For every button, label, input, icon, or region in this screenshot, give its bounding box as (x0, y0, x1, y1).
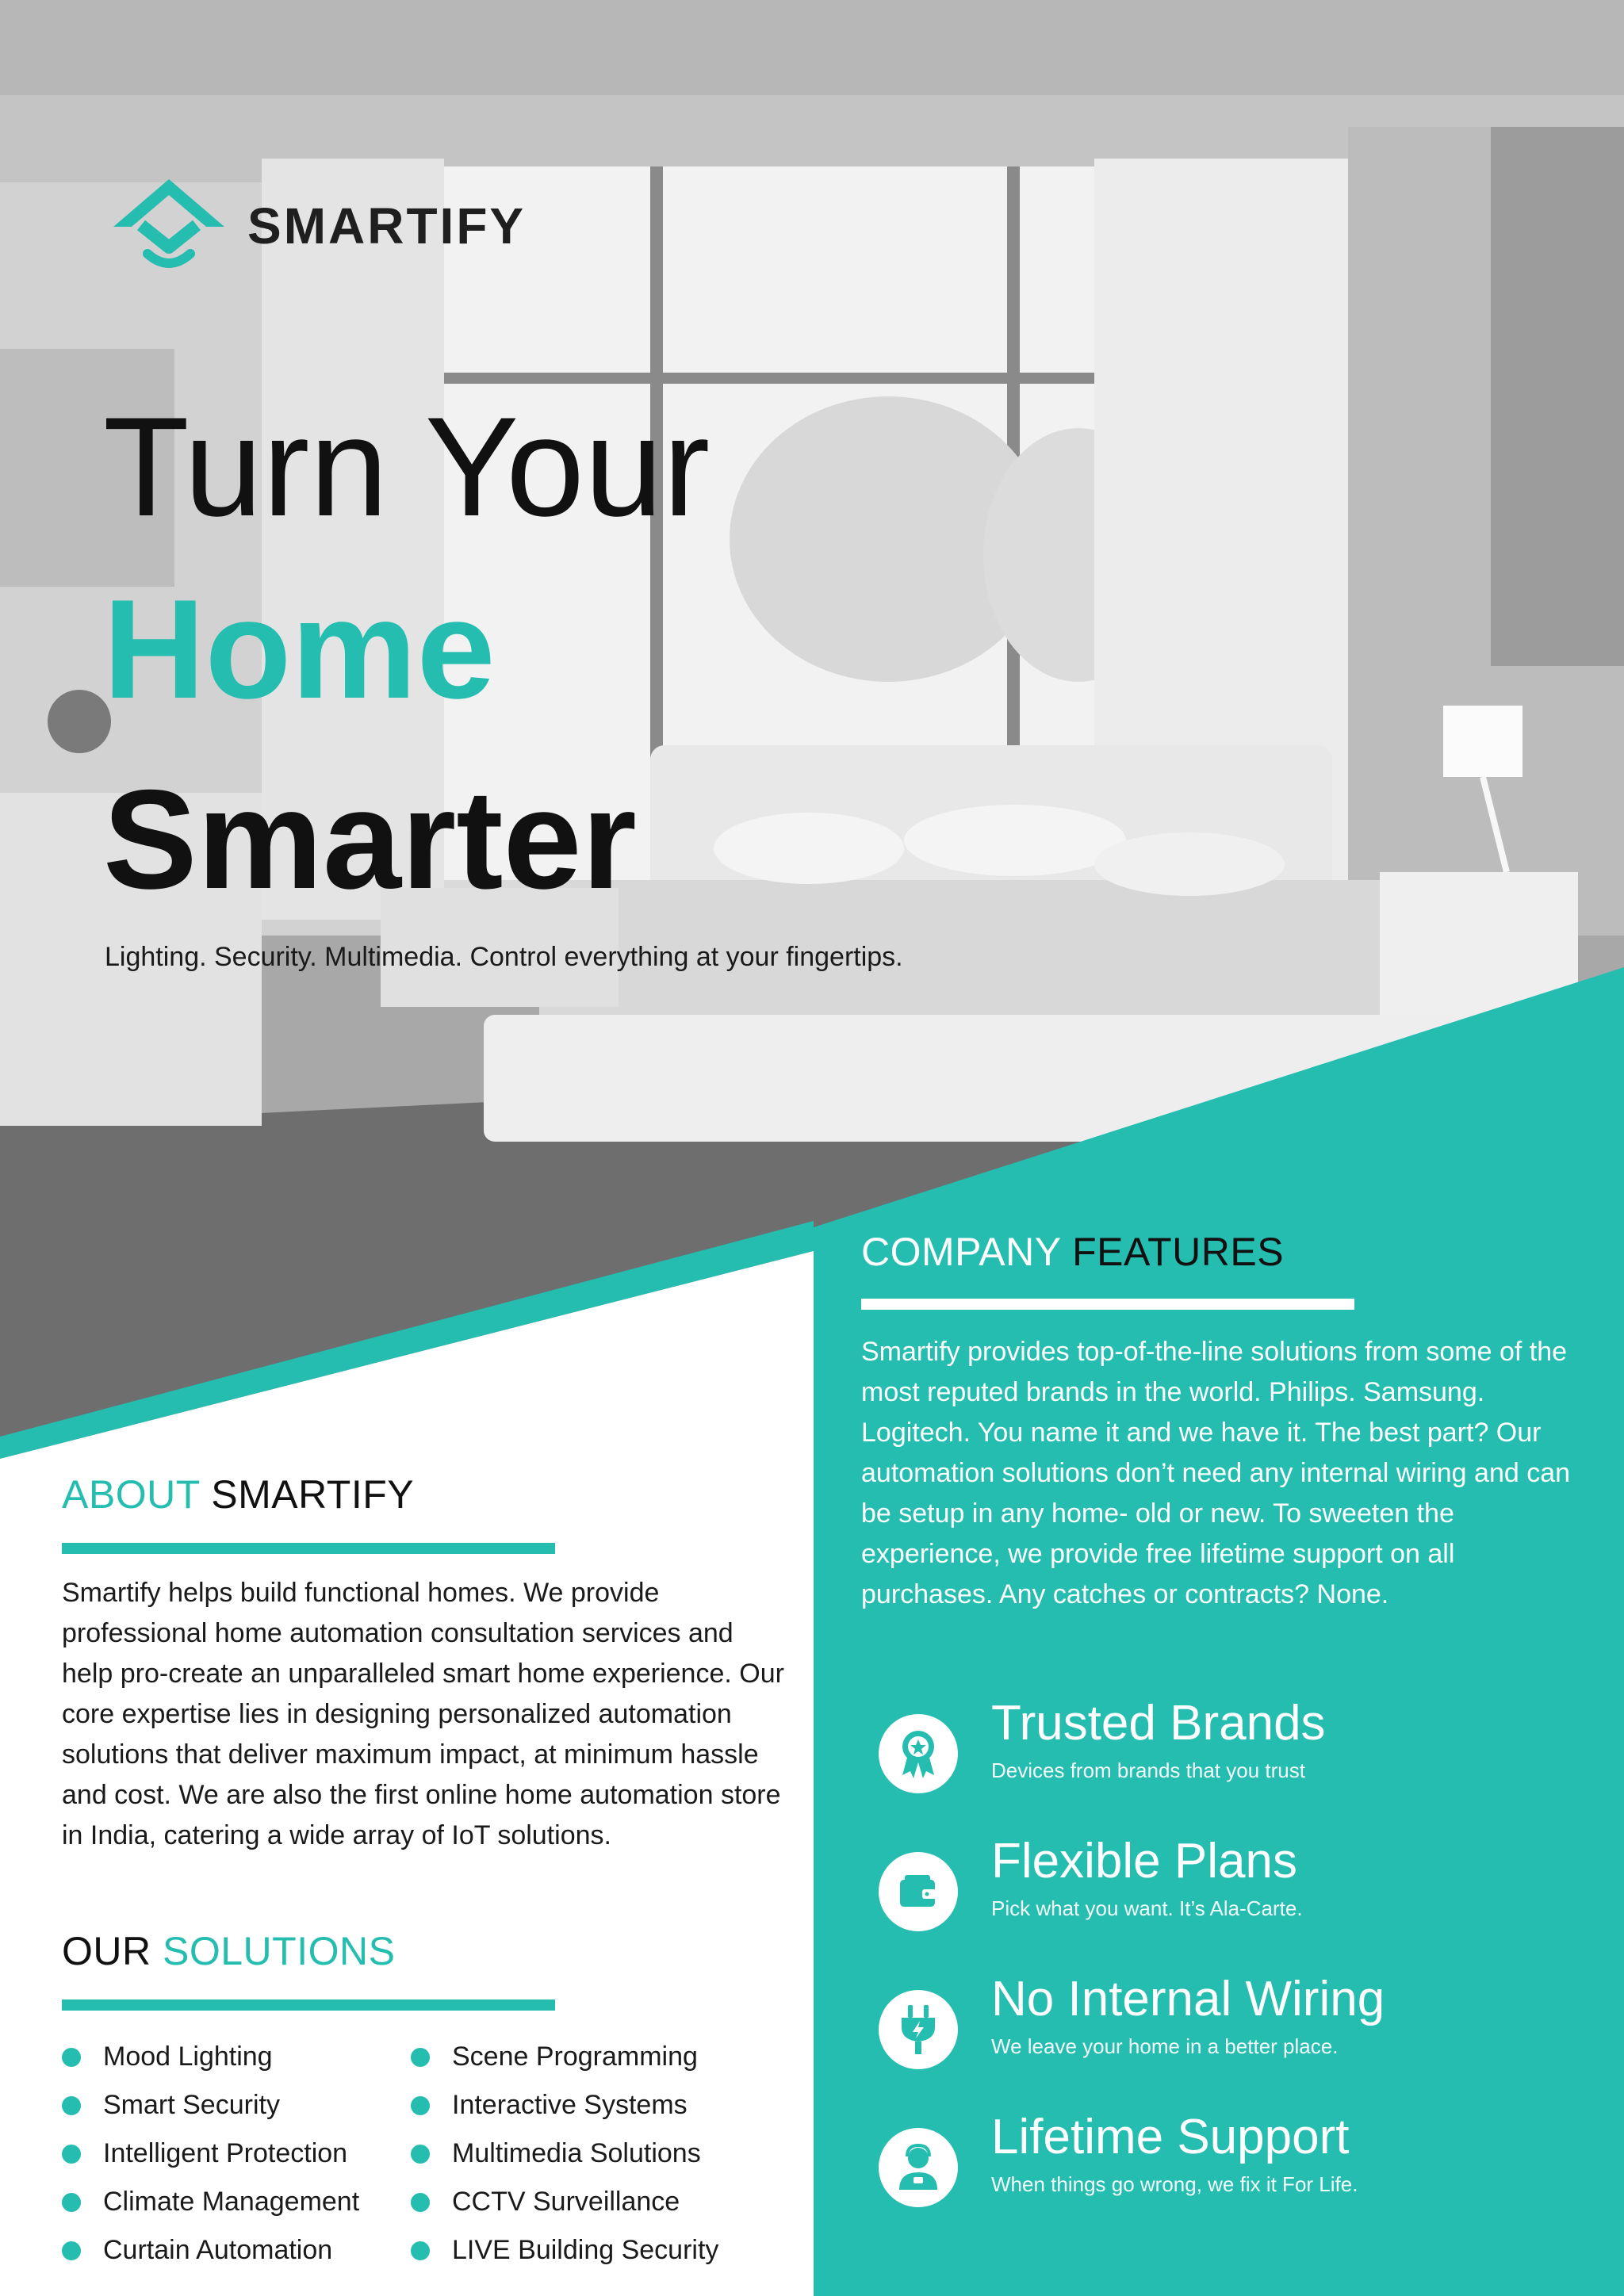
list-item (411, 2178, 718, 2226)
list-item (62, 2226, 359, 2275)
features-divider (861, 1299, 1354, 1310)
list-item (411, 2226, 718, 2275)
feature-heading: No Internal Wiring (991, 1972, 1385, 2026)
solution-label: Scene Programming (452, 2042, 698, 2072)
features-title-dark: FEATURES (1072, 1230, 1285, 1274)
solutions-title-accent: SOLUTIONS (163, 1929, 396, 1973)
list-item (62, 2130, 359, 2178)
features-body: Smartify provides top-of-the-line solutions from some of the most reputed brands in the world. Philips. Samsung. Logitech. You name it and we have it. The best part? Our automation solutions don’t need any internal wiring and can be setup in any home- old or new. To sweeten the experience, we provide free lifetime support on all purchases. Any catches or contracts? None. (861, 1337, 1571, 1609)
solution-label: LIVE Building Security (452, 2235, 719, 2265)
solution-label: Mood Lighting (103, 2042, 273, 2072)
bullet-dot-icon (62, 2241, 81, 2260)
solution-label: CCTV Surveillance (452, 2187, 680, 2217)
headline-line-3: Smarter (103, 760, 637, 918)
feature-subtext: Devices from brands that you trust (991, 1758, 1305, 1783)
support-agent-icon (879, 2128, 958, 2207)
feature-heading: Trusted Brands (991, 1696, 1326, 1751)
list-item (411, 2033, 718, 2081)
bullet-dot-icon (411, 2193, 430, 2212)
feature-subtext: When things go wrong, we fix it For Life. (991, 2172, 1358, 2197)
bullet-dot-icon (62, 2145, 81, 2164)
list-item (62, 2033, 359, 2081)
solution-label: Curtain Automation (103, 2235, 333, 2265)
brand-logo (109, 174, 526, 277)
plug-icon (879, 1990, 958, 2069)
solutions-title (62, 1928, 395, 1974)
solutions-title-rest: OUR (62, 1929, 163, 1973)
solution-label: Interactive Systems (452, 2090, 688, 2120)
bullet-dot-icon (411, 2096, 430, 2115)
list-item (411, 2081, 718, 2130)
solutions-list-col-1 (62, 2033, 359, 2275)
about-divider (62, 1543, 555, 1554)
about-body: Smartify helps build functional homes. We provide professional home automation consultation services and help pro-create an unparalleled smart home experience. Our core expertise lies in designing personalized automation solutions that deliver maximum impact, at minimum hassle and cost. We are also the first online home automation store in India, catering a wide array of IoT solutions. (62, 1578, 784, 1850)
about-title-rest: SMARTIFY (199, 1472, 415, 1517)
brand-name: SMARTIFY (247, 197, 527, 254)
feature-flexible-plans (879, 1835, 1303, 1931)
feature-trusted-brands (879, 1697, 1326, 1793)
feature-heading: Flexible Plans (991, 1834, 1297, 1888)
solution-label: Multimedia Solutions (452, 2138, 701, 2168)
features-title-light: COMPANY (861, 1230, 1073, 1274)
bullet-dot-icon (62, 2048, 81, 2067)
feature-subtext: We leave your home in a better place. (991, 2034, 1339, 2059)
feature-no-internal-wiring (879, 1973, 1385, 2069)
features-title (861, 1229, 1284, 1275)
wallet-icon (879, 1852, 958, 1931)
solution-label: Climate Management (103, 2187, 360, 2217)
hero-tagline: Lighting. Security. Multimedia. Control everything at your fingertips. (105, 942, 903, 972)
solutions-list-col-2 (411, 2033, 718, 2275)
solutions-divider (62, 1999, 555, 2011)
feature-heading: Lifetime Support (991, 2110, 1350, 2164)
headline-line-2: Home (103, 570, 496, 728)
list-item (411, 2130, 718, 2178)
solution-label: Smart Security (103, 2090, 280, 2120)
list-item (62, 2081, 359, 2130)
house-wifi-icon (109, 174, 228, 277)
bullet-dot-icon (411, 2145, 430, 2164)
award-ribbon-icon (879, 1714, 958, 1793)
feature-subtext: Pick what you want. It’s Ala-Carte. (991, 1896, 1303, 1921)
bullet-dot-icon (411, 2241, 430, 2260)
feature-lifetime-support (879, 2110, 1358, 2207)
bullet-dot-icon (62, 2096, 81, 2115)
about-title-accent: ABOUT (62, 1472, 200, 1517)
bullet-dot-icon (62, 2193, 81, 2212)
about-title (62, 1471, 414, 1517)
list-item (62, 2178, 359, 2226)
bullet-dot-icon (411, 2048, 430, 2067)
solution-label: Intelligent Protection (103, 2138, 348, 2168)
headline-line-1: Turn Your (103, 388, 710, 545)
